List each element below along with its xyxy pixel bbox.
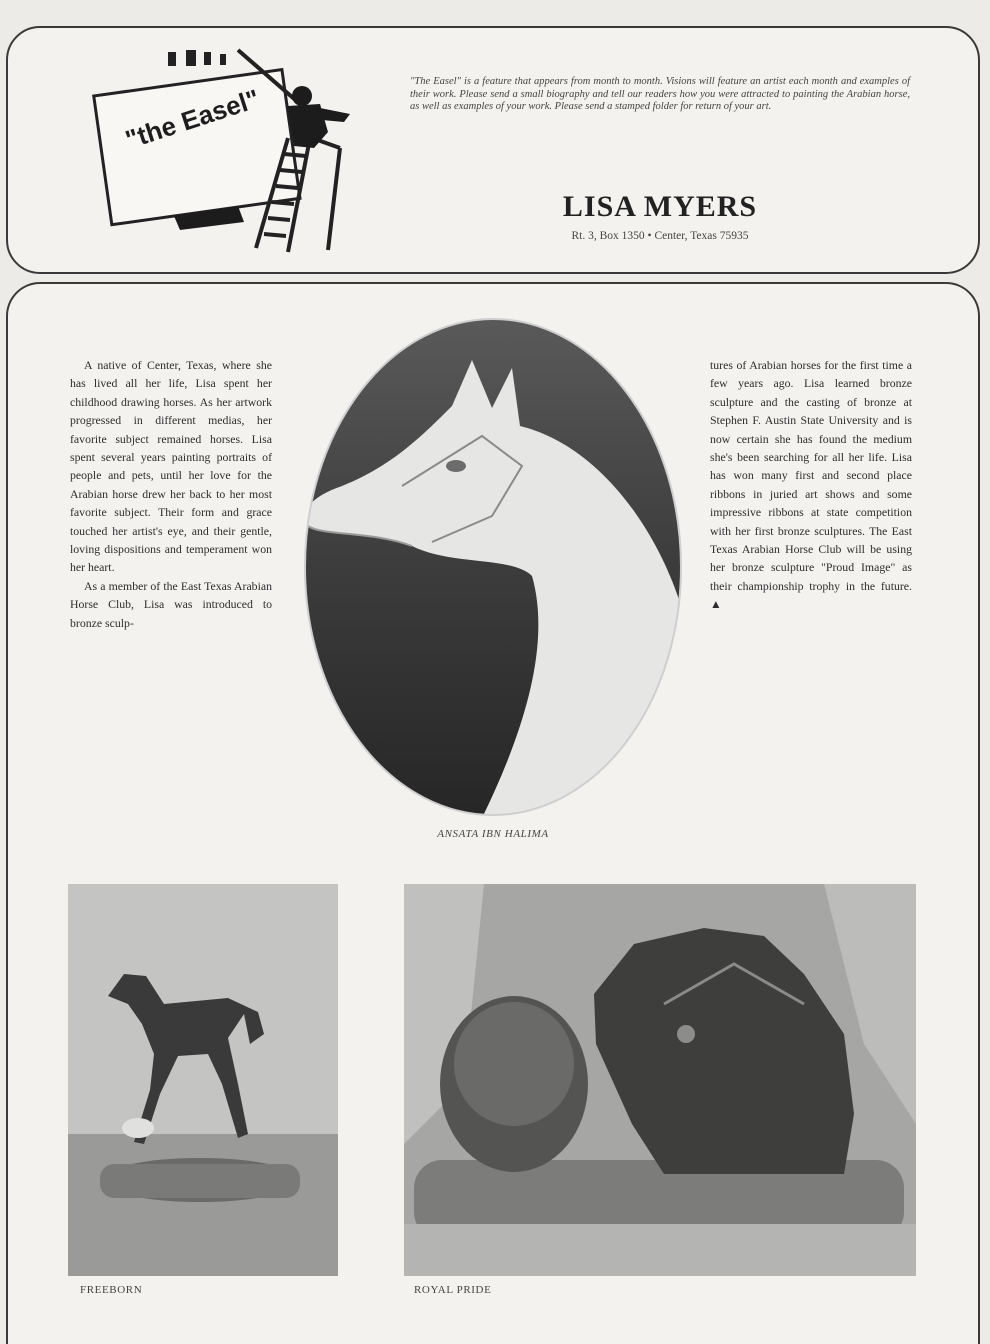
artist-name: LISA MYERS xyxy=(562,190,758,223)
artist-address: Rt. 3, Box 1350 • Center, Texas 75935 xyxy=(571,230,749,242)
feature-intro: "The Easel" is a feature that appears from month to month. Visions will feature an artist each month and examples of their work. Please send a small biography and tell our readers how you were attracted to painting the Arabian horse, as well as examples of your work. Please send a stamped folder for return of your art. xyxy=(410,76,910,113)
article-paragraph: As a member of the East Texas Arabian Horse Club, Lisa was introduced to bronze sculp- xyxy=(70,578,272,630)
article-paragraph: A native of Center, Texas, where she has lived all her life, Lisa spent her childhood drawing horses. As her artwork progressed in different medias, her favorite subject remained horses. Lisa spent several years painting portraits of people and pets, until her love for the Arabian horse drew her back to her most favorite subject. Their form and grace touched her artist's eye, and their gentle, loving dispositions and temperament won her heart. xyxy=(70,358,272,575)
easel-logo xyxy=(88,38,368,260)
article-paragraph: tures of Arabian horses for the first time a few years ago. Lisa learned bronze sculpture and the casting of bronze at Stephen F. Austin State University and is now certain she has found the medium she's been searching for all her life. Lisa has won many first and second place ribbons in juried art shows and some impressive ribbons at state competition with her first bronze sculptures. The East Texas Arabian Horse Club will be using her bronze sculpture "Proud Image" as their championship trophy in the future. ▲ xyxy=(710,358,912,612)
horse-portrait-painting xyxy=(302,316,684,818)
article-column-right xyxy=(710,356,912,614)
royal-pride-caption: ROYAL PRIDE xyxy=(414,1284,492,1296)
freeborn-sculpture-photo xyxy=(68,884,338,1276)
royal-pride-sculpture-photo xyxy=(404,884,916,1276)
article-column-left xyxy=(70,356,272,632)
logo-text: "the Easel" xyxy=(121,83,264,155)
freeborn-caption: FREEBORN xyxy=(80,1284,143,1296)
portrait-caption: ANSATA IBN HALIMA xyxy=(437,828,549,840)
